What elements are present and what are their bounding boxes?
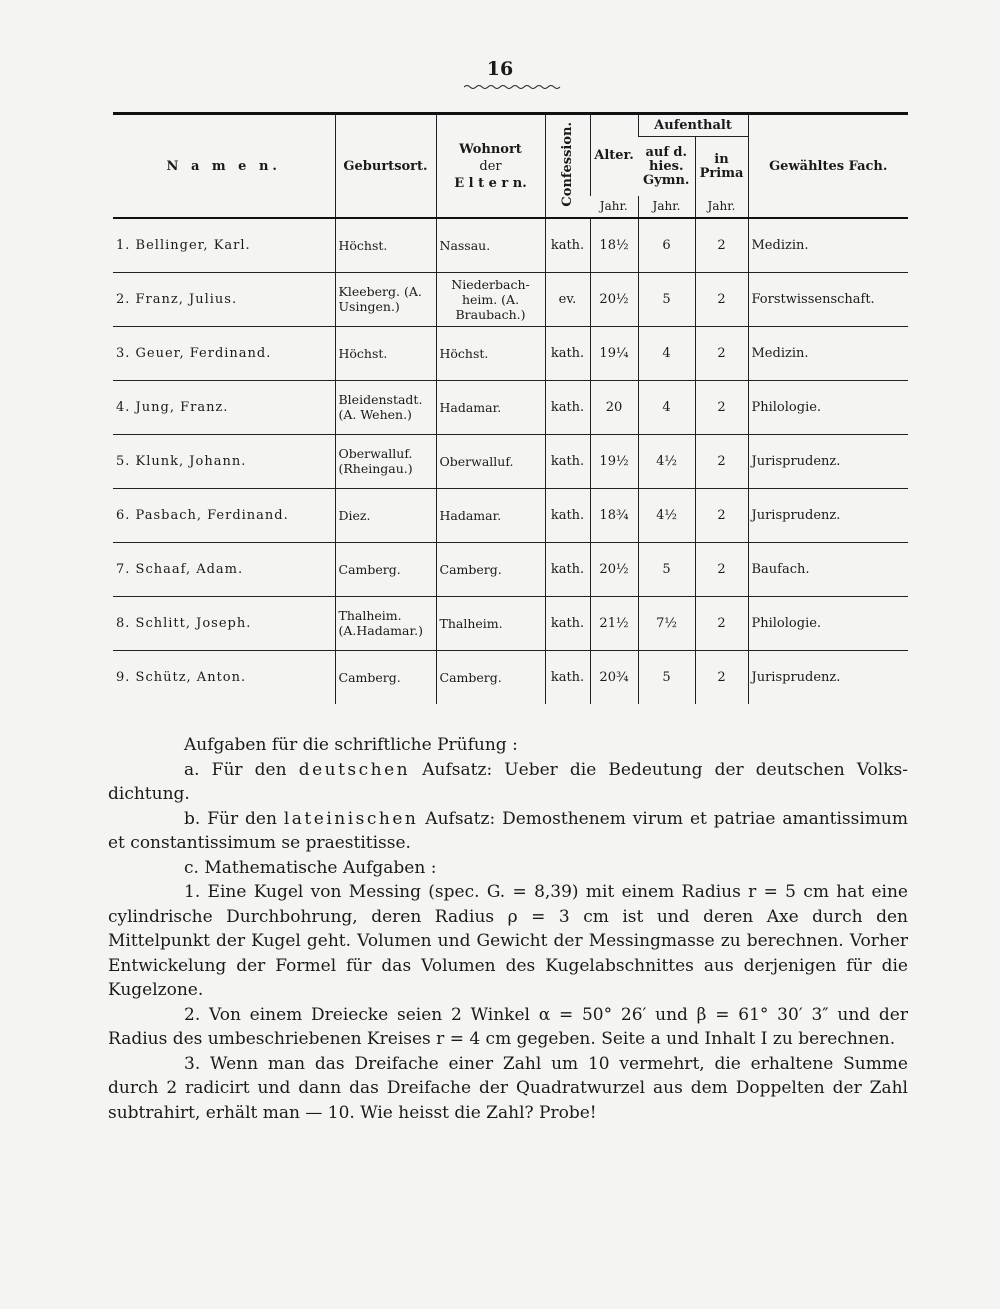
table-row	[113, 272, 908, 326]
table-row	[113, 434, 908, 488]
birthplace: Höchst.	[335, 218, 436, 272]
years-gymnasium: 5	[638, 650, 695, 704]
task-c: c. Mathematische Aufgaben :	[184, 857, 437, 878]
chosen-subject: Philologie.	[748, 380, 908, 434]
student-name: 7. Schaaf, Adam.	[113, 542, 335, 596]
age: 20	[590, 380, 638, 434]
age: 20¾	[590, 650, 638, 704]
chosen-subject: Jurisprudenz.	[748, 650, 908, 704]
years-prima: 2	[695, 326, 748, 380]
chosen-subject: Forstwissenschaft.	[748, 272, 908, 326]
parents-residence: Hadamar.	[436, 488, 545, 542]
age: 20½	[590, 542, 638, 596]
student-name: 3. Geuer, Ferdinand.	[113, 326, 335, 380]
task-a: a. Für den deutschen Aufsatz: Ueber die Bedeutung der deutschen Volks-dichtung.	[108, 759, 909, 804]
birthplace: Camberg.	[335, 542, 436, 596]
task-b: b. Für den lateinischen Aufsatz: Demosthenem virum et patriae amantissimum et constantissimum se praestitisse.	[108, 808, 909, 853]
confession: ev.	[545, 272, 590, 326]
header-namen: N a m e n.	[113, 114, 335, 219]
header-auf-hies-gymn: auf d. hies. Gymn.	[643, 144, 690, 188]
age: 18½	[590, 218, 638, 272]
chosen-subject: Medizin.	[748, 326, 908, 380]
age: 21½	[590, 596, 638, 650]
parents-residence: Oberwalluf.	[436, 434, 545, 488]
birthplace: Camberg.	[335, 650, 436, 704]
table-row	[113, 488, 908, 542]
math-task-3: 3. Wenn man das Dreifache einer Zahl um 10 vermehrt, die erhaltene Summe durch 2 radicirt und dann das Dreifache der Quadratwurzel aus dem Doppelten der Zahl subtrahirt, erhält man — 10. Wie heisst die Zahl? Probe!	[108, 1053, 908, 1123]
table-row	[113, 326, 908, 380]
years-prima: 2	[695, 272, 748, 326]
years-prima: 2	[695, 488, 748, 542]
student-name: 2. Franz, Julius.	[113, 272, 335, 326]
years-prima: 2	[695, 650, 748, 704]
chosen-subject: Baufach.	[748, 542, 908, 596]
years-prima: 2	[695, 434, 748, 488]
birthplace: Bleidenstadt. (A. Wehen.)	[335, 380, 436, 434]
age: 19¼	[590, 326, 638, 380]
years-prima: 2	[695, 380, 748, 434]
student-name: 5. Klunk, Johann.	[113, 434, 335, 488]
table-row	[113, 542, 908, 596]
parents-residence: Camberg.	[436, 542, 545, 596]
table-row	[113, 650, 908, 704]
header-geburtsort: Geburtsort.	[335, 114, 436, 219]
years-prima: 2	[695, 596, 748, 650]
years-gymnasium: 4	[638, 326, 695, 380]
chosen-subject: Jurisprudenz.	[748, 434, 908, 488]
years-gymnasium: 4	[638, 380, 695, 434]
header-wohnort: Wohnort der E l t e r n.	[436, 114, 545, 219]
table-row	[113, 380, 908, 434]
chosen-subject: Jurisprudenz.	[748, 488, 908, 542]
years-gymnasium: 5	[638, 272, 695, 326]
chosen-subject: Medizin.	[748, 218, 908, 272]
parents-residence: Thalheim.	[436, 596, 545, 650]
birthplace: Diez.	[335, 488, 436, 542]
years-gymnasium: 6	[638, 218, 695, 272]
confession: kath.	[545, 218, 590, 272]
age: 20½	[590, 272, 638, 326]
exam-heading: Aufgaben für die schriftliche Prüfung :	[184, 735, 518, 755]
header-confession: Confession.	[545, 114, 590, 219]
years-gymnasium: 4½	[638, 434, 695, 488]
birthplace: Oberwalluf. (Rheingau.)	[335, 434, 436, 488]
student-name: 1. Bellinger, Karl.	[113, 218, 335, 272]
parents-residence: Camberg.	[436, 650, 545, 704]
confession: kath.	[545, 542, 590, 596]
header-prima-jahr: Jahr.	[695, 196, 748, 218]
confession: kath.	[545, 596, 590, 650]
chosen-subject: Philologie.	[748, 596, 908, 650]
years-prima: 2	[695, 218, 748, 272]
student-register-table	[113, 112, 908, 704]
confession: kath.	[545, 488, 590, 542]
parents-residence: Hadamar.	[436, 380, 545, 434]
confession: kath.	[545, 380, 590, 434]
header-alter: Alter.	[590, 114, 638, 196]
years-prima: 2	[695, 542, 748, 596]
years-gymnasium: 4½	[638, 488, 695, 542]
parents-residence: Nassau.	[436, 218, 545, 272]
header-alter-jahr: Jahr.	[599, 199, 628, 214]
student-name: 4. Jung, Franz.	[113, 380, 335, 434]
header-fach: Gewähltes Fach.	[748, 114, 908, 219]
parents-residence: Niederbach- heim. (A. Braubach.)	[436, 272, 545, 326]
math-task-1: 1. Eine Kugel von Messing (spec. G. = 8,39) mit einem Radius r = 5 cm hat eine cylindrische Durchbohrung, deren Radius ρ = 3 cm ist und deren Axe durch den Mittelpunkt der Kugel geht. Volumen und Gewicht der Messingmasse zu berechnen. Vorher Entwickelung der Formel für das Volumen des Kugelabschnittes aus derjenigen für die Kugelzone.	[108, 882, 908, 1000]
student-name: 6. Pasbach, Ferdinand.	[113, 488, 335, 542]
student-name: 8. Schlitt, Joseph.	[113, 596, 335, 650]
parents-residence: Höchst.	[436, 326, 545, 380]
confession: kath.	[545, 650, 590, 704]
confession: kath.	[545, 326, 590, 380]
page-number-flourish	[464, 84, 562, 90]
header-gymn-jahr: Jahr.	[638, 196, 695, 218]
age: 19½	[590, 434, 638, 488]
header-in-prima: in Prima	[695, 137, 748, 196]
birthplace: Höchst.	[335, 326, 436, 380]
age: 18¾	[590, 488, 638, 542]
header-aufenthalt: Aufenthalt	[638, 114, 748, 137]
math-task-2: 2. Von einem Dreiecke seien 2 Winkel α = 50° 26′ und β = 61° 30′ 3″ und der Radius des umbeschriebenen Kreises r = 4 cm gegeben. Seite a und Inhalt I zu berechnen.	[108, 1004, 908, 1049]
table-row	[113, 596, 908, 650]
table-row	[113, 218, 908, 272]
years-gymnasium: 5	[638, 542, 695, 596]
birthplace: Kleeberg. (A. Usingen.)	[335, 272, 436, 326]
birthplace: Thalheim. (A.Hadamar.)	[335, 596, 436, 650]
confession: kath.	[545, 434, 590, 488]
student-name: 9. Schütz, Anton.	[113, 650, 335, 704]
years-gymnasium: 7½	[638, 596, 695, 650]
page-number: 16	[486, 58, 514, 80]
exam-tasks-text	[108, 733, 908, 1125]
